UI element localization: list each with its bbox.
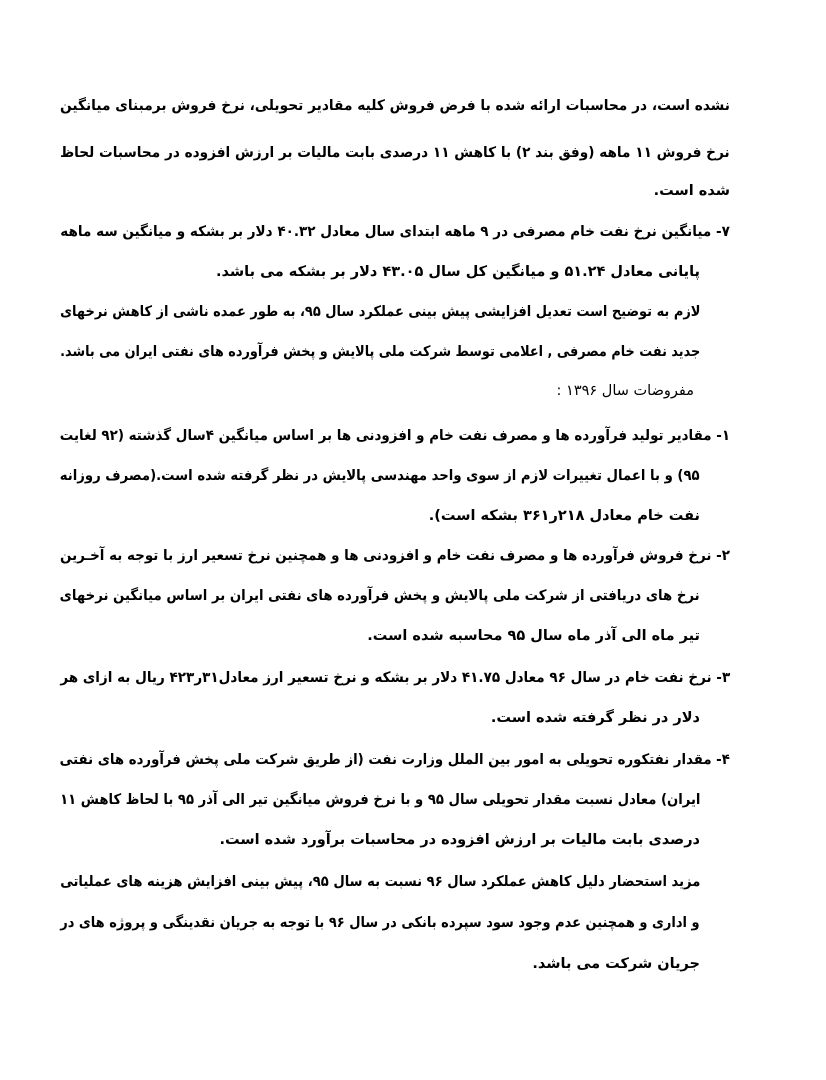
paragraph-line: و اداری و همچنین عدم وجود سود سپرده بانکی در سال ۹۶ با توجه به جریان نقدینگی و پروژه های در <box>60 915 700 931</box>
paragraph-line: لازم به توضیح است تعدیل افزایشی پیش بینی عملکرد سال ۹۵، به طور عمده ناشی از کاهش نرخهای <box>59 304 700 320</box>
list-item-7-line: پایانی معادل ۵۱.۲۴ و میانگین کل سال ۴۳.۰۵ دلار بر بشکه می باشد. <box>216 264 700 280</box>
list-item-3-line: ۳- نرخ نفت خام در سال ۹۶ معادل ۴۱.۷۵ دلار بر بشکه و نرخ تسعیر ارز معادل۳۱ر۴۲۳ ریال به ازای هر <box>60 670 730 686</box>
paragraph-line: مزید استحضار دلیل کاهش عملکرد سال ۹۶ نسبت به سال ۹۵، پیش بینی افزایش هزینه های عملیاتی <box>59 874 700 890</box>
paragraph-line: نرخ فروش ۱۱ ماهه (وفق بند ۲) با کاهش ۱۱ درصدی بابت مالیات بر ارزش افزوده در محاسبات لحاظ <box>60 145 730 161</box>
list-item-3-line: دلار در نظر گرفته شده است. <box>490 710 700 726</box>
paragraph-line: شده است. <box>653 183 730 199</box>
paragraph-line: نشده است، در محاسبات ارائه شده با فرض فروش کلیه مقادیر تحویلی، نرخ فروش برمبنای میانگین <box>60 98 730 114</box>
paragraph-line: جریان شرکت می باشد. <box>532 956 700 972</box>
list-item-1-line: ۱- مقادیر تولید فرآورده ها و مصرف نفت خام و افزودنی ها بر اساس میانگین ۴سال گذشته (۹۲ لغایت <box>59 428 730 444</box>
paragraph-line: جدید نفت خام مصرفی , اعلامی توسط شرکت ملی پالایش و پخش فرآورده های نفتی ایران می باشد. <box>59 344 700 360</box>
list-item-4-line: ۴- مقدار نفتکوره تحویلی به امور بین الملل وزارت نفت (از طریق شرکت ملی پخش فرآورده های نفتی <box>59 752 730 768</box>
list-item-4-line: درصدی بابت مالیات بر ارزش افزوده در محاسبات برآورد شده است. <box>219 832 700 848</box>
list-item-4-line: ایران) معادل نسبت مقدار تحویلی سال ۹۵ و با نرخ فروش میانگین تیر الی آذر ۹۵ با لحاظ کاهش ۱۱ <box>59 792 700 808</box>
list-item-2-line: نرخ های دریافتی از شرکت ملی پالایش و پخش فرآورده های نفتی ایران بر اساس میانگین نرخهای <box>60 588 700 604</box>
list-item-1-line: نفت خام معادل ۲۱۸ر۳۶۱ بشکه است). <box>428 508 700 524</box>
list-item-7-line: ۷- میانگین نرخ نفت خام مصرفی در ۹ ماهه ابتدای سال معادل ۴۰.۳۲ دلار بر بشکه و میانگین سه ماهه <box>60 224 730 240</box>
list-item-1-line: ۹۵) و با اعمال تغییرات لازم از سوی واحد مهندسی پالایش در نظر گرفته شده است.(مصرف روزانه <box>60 468 700 484</box>
list-item-2-line: ۲- نرخ فروش فرآورده ها و مصرف نفت خام و افزودنی ها و همچنین نرخ تسعیر ارز با توجه به آخـرین <box>60 548 730 564</box>
list-item-2-line: تیر ماه الی آذر ماه سال ۹۵ محاسبه شده است. <box>367 628 700 644</box>
section-heading: مفروضات سال ۱۳۹۶ : <box>556 383 694 399</box>
